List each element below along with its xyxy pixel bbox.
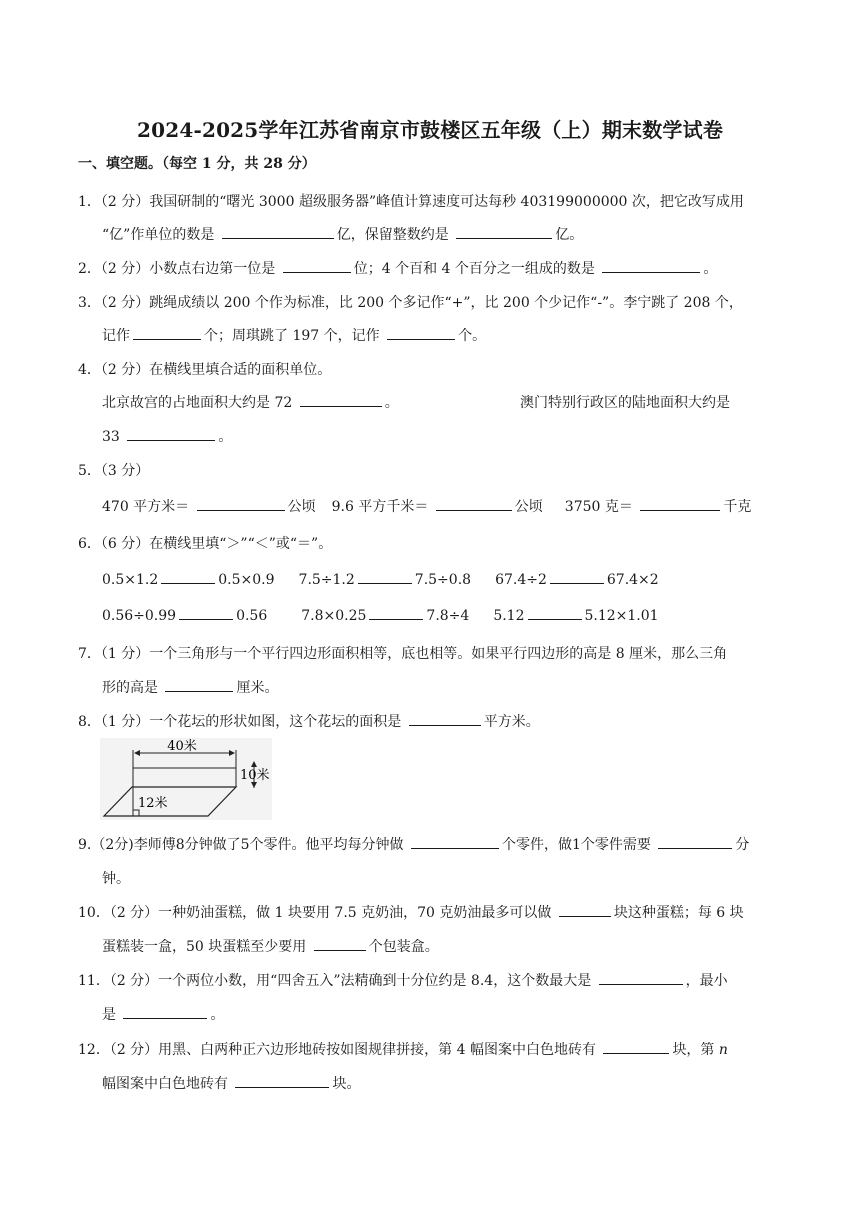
q7-line2: 形的高是 厘米。 [102,680,279,696]
q9-blank-1[interactable] [411,835,499,849]
q2-blank-2[interactable] [602,259,700,273]
q5-line1: 5．（3 分） [78,463,150,479]
q11-blank-1[interactable] [599,971,683,985]
q1-line2: “亿”作单位的数是 亿，保留整数约是 亿。 [102,227,584,243]
q3-line1: 3．（2 分）跳绳成绩以 200 个作为标准，比 200 个多记作“+”，比 200 个少记作“-”。李宁跳了 208 个， [78,295,743,311]
q2-blank-1[interactable] [283,259,351,273]
q7-blank-1[interactable] [165,678,233,692]
figure-label-inner: 12米 [138,796,168,811]
q11-blank-2[interactable] [123,1005,207,1019]
q1-blank-2[interactable] [456,225,552,239]
q8-line: 8．（1 分）一个花坛的形状如图，这个花坛的面积是 平方米。 [78,714,540,730]
q5-blank-1[interactable] [197,497,285,511]
q10-line2: 蛋糕装一盒，50 块蛋糕至少要用 个包装盒。 [102,939,439,955]
q5-line2: 470 平方米＝ 公顷 9.6 平方千米＝ 公顷 3750 克＝ 千克 [102,499,752,515]
q3-line2: 记作 个；周琪跳了 197 个，记作 个。 [102,328,487,344]
q6-row2: 0.56÷0.99 0.56 7.8×0.25 7.8÷4 5.12 5.12×1.01 [102,608,659,624]
q6-line1: 6．（6 分）在横线里填“＞”“＜”或“＝”。 [78,536,333,552]
q6-blank-6[interactable] [528,606,582,620]
q1-line1: 1．（2 分）我国研制的“曙光 3000 超级服务器”峰值计算速度可达每秒 403199000000 次，把它改写成用 [78,194,744,210]
q6-blank-2[interactable] [358,570,412,584]
q12-line2: 幅图案中白色地砖有 块。 [102,1076,361,1092]
q12-blank-1[interactable] [603,1040,669,1054]
q6-blank-5[interactable] [369,606,423,620]
q2-line: 2．（2 分）小数点右边第一位是 位；4 个百和 4 个百分之一组成的数是 。 [78,261,718,277]
q7-line1: 7．（1 分）一个三角形与一个平行四边形面积相等，底也相等。如果平行四边形的高是 8 厘米，那么三角 [78,646,728,662]
q9-line2: 钟。 [102,871,130,887]
q5-blank-2[interactable] [436,497,512,511]
q5-blank-3[interactable] [640,497,720,511]
q12-line1: 12．（2 分）用黑、白两种正六边形地砖按如图规律拼接，第 4 幅图案中白色地砖有 块，第 n [78,1042,728,1058]
q4-line1: 4．（2 分）在横线里填合适的面积单位。 [78,362,332,378]
q10-blank-2[interactable] [314,937,366,951]
q3-blank-2[interactable] [387,326,455,340]
page-title: 2024-2025学年江苏省南京市鼓楼区五年级（上）期末数学试卷 [136,118,724,142]
flowerbed-figure [100,738,272,820]
figure-label-top: 40米 [167,739,197,754]
q4-blank-1[interactable] [300,393,382,407]
q9-blank-2[interactable] [658,835,732,849]
q10-blank-1[interactable] [559,903,611,917]
q4-line3: 33 。 [102,429,233,445]
section-heading: 一、填空题。（每空 1 分，共 28 分） [78,156,316,172]
q11-line1: 11．（2 分）一个两位小数，用“四舍五入”法精确到十分位约是 8.4，这个数最大是 ，最小 [78,973,728,989]
q11-line2: 是 。 [102,1007,225,1023]
q6-blank-1[interactable] [161,570,215,584]
q10-line1: 10．（2 分）一种奶油蛋糕，做 1 块要用 7.5 克奶油，70 克奶油最多可以做 块这种蛋糕；每 6 块 [78,905,744,921]
q9-line1: 9.（2分)李师傅8分钟做了5个零件。他平均每分钟做 个零件，做1个零件需要 分 [78,837,750,853]
q4-line2: 北京故宫的占地面积大约是 72 。 [102,395,399,411]
q4-line2-right: 澳门特别行政区的陆地面积大约是 [520,395,730,411]
figure-label-right: 10米 [240,768,270,783]
q1-blank-1[interactable] [222,225,334,239]
q4-blank-2[interactable] [127,427,215,441]
q6-row1: 0.5×1.2 0.5×0.9 7.5÷1.2 7.5÷0.8 67.4÷2 67.4×2 [102,572,659,588]
q6-blank-4[interactable] [179,606,233,620]
q6-blank-3[interactable] [550,570,604,584]
q12-blank-2[interactable] [235,1074,329,1088]
q8-blank-1[interactable] [409,712,481,726]
q3-blank-1[interactable] [133,326,201,340]
